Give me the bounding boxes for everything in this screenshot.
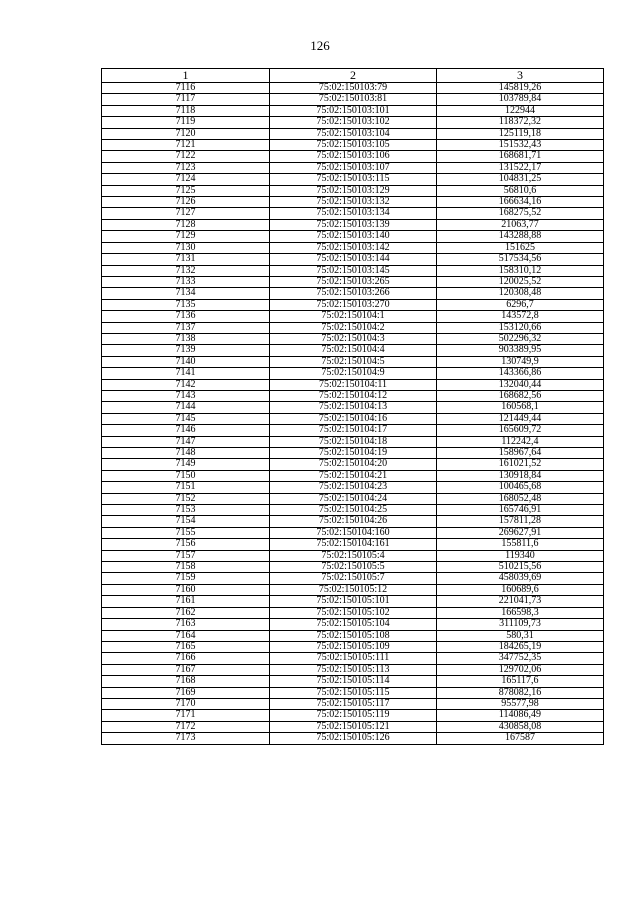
cadastral-number-cell: 75:02:150104:25 [270,505,437,516]
cadastral-number-cell: 75:02:150105:109 [270,641,437,652]
row-number-cell: 7128 [102,219,270,230]
value-cell: 221041,73 [437,596,604,607]
row-number-cell: 7167 [102,664,270,675]
cadastral-number-cell: 75:02:150104:21 [270,470,437,481]
row-number-cell: 7123 [102,162,270,173]
cadastral-number-cell: 75:02:150105:114 [270,676,437,687]
value-cell: 903389,95 [437,345,604,356]
row-number-cell: 7162 [102,607,270,618]
table-row [102,425,604,436]
row-number-cell: 7136 [102,311,270,322]
table-row [102,721,604,732]
value-cell: 165117,6 [437,676,604,687]
table-row [102,345,604,356]
table-row [102,219,604,230]
table-row [102,539,604,550]
cadastral-number-cell: 75:02:150103:144 [270,254,437,265]
cadastral-number-cell: 75:02:150103:139 [270,219,437,230]
cadastral-number-cell: 75:02:150104:4 [270,345,437,356]
value-cell: 6296,7 [437,299,604,310]
table-row [102,436,604,447]
value-cell: 311109,73 [437,619,604,630]
table-header-row [102,69,604,83]
cadastral-number-cell: 75:02:150103:145 [270,265,437,276]
table-row [102,550,604,561]
table-body [102,83,604,745]
table-row [102,493,604,504]
cadastral-number-cell: 75:02:150105:111 [270,653,437,664]
value-cell: 125119,18 [437,128,604,139]
value-cell: 151532,43 [437,140,604,151]
cadastral-number-cell: 75:02:150105:113 [270,664,437,675]
row-number-cell: 7160 [102,584,270,595]
table-row [102,516,604,527]
row-number-cell: 7134 [102,288,270,299]
cadastral-number-cell: 75:02:150104:11 [270,379,437,390]
value-cell: 118372,32 [437,117,604,128]
data-table [101,68,604,745]
row-number-cell: 7150 [102,470,270,481]
row-number-cell: 7146 [102,425,270,436]
value-cell: 510215,56 [437,562,604,573]
cadastral-number-cell: 75:02:150105:104 [270,619,437,630]
row-number-cell: 7133 [102,276,270,287]
table-row [102,94,604,105]
value-cell: 166598,3 [437,607,604,618]
value-cell: 143288,88 [437,231,604,242]
cadastral-number-cell: 75:02:150103:132 [270,197,437,208]
value-cell: 132040,44 [437,379,604,390]
column-header: 3 [437,69,604,83]
value-cell: 168275,52 [437,208,604,219]
value-cell: 878082,16 [437,687,604,698]
table-row [102,162,604,173]
cadastral-number-cell: 75:02:150103:270 [270,299,437,310]
row-number-cell: 7151 [102,482,270,493]
row-number-cell: 7173 [102,733,270,744]
value-cell: 165746,91 [437,505,604,516]
value-cell: 104831,25 [437,174,604,185]
cadastral-number-cell: 75:02:150103:107 [270,162,437,173]
row-number-cell: 7153 [102,505,270,516]
table-row [102,698,604,709]
row-number-cell: 7169 [102,687,270,698]
value-cell: 157811,28 [437,516,604,527]
row-number-cell: 7171 [102,710,270,721]
cadastral-number-cell: 75:02:150103:81 [270,94,437,105]
cadastral-number-cell: 75:02:150103:142 [270,242,437,253]
table-row [102,470,604,481]
value-cell: 56810,6 [437,185,604,196]
value-cell: 160568,1 [437,402,604,413]
row-number-cell: 7132 [102,265,270,276]
value-cell: 112242,4 [437,436,604,447]
cadastral-number-cell: 75:02:150105:117 [270,698,437,709]
table-row [102,710,604,721]
row-number-cell: 7116 [102,83,270,94]
cadastral-number-cell: 75:02:150103:265 [270,276,437,287]
value-cell: 151625 [437,242,604,253]
table-row [102,664,604,675]
value-cell: 129702,06 [437,664,604,675]
value-cell: 165609,72 [437,425,604,436]
row-number-cell: 7117 [102,94,270,105]
row-number-cell: 7120 [102,128,270,139]
cadastral-number-cell: 75:02:150104:12 [270,390,437,401]
table-row [102,174,604,185]
row-number-cell: 7137 [102,322,270,333]
table-row [102,322,604,333]
row-number-cell: 7124 [102,174,270,185]
cadastral-number-cell: 75:02:150105:121 [270,721,437,732]
row-number-cell: 7129 [102,231,270,242]
row-number-cell: 7172 [102,721,270,732]
table-row [102,197,604,208]
row-number-cell: 7141 [102,368,270,379]
value-cell: 167587 [437,733,604,744]
column-header: 1 [102,69,270,83]
row-number-cell: 7147 [102,436,270,447]
row-number-cell: 7118 [102,105,270,116]
cadastral-number-cell: 75:02:150105:4 [270,550,437,561]
table-row [102,653,604,664]
table-row [102,254,604,265]
table-row [102,596,604,607]
cadastral-number-cell: 75:02:150104:160 [270,527,437,538]
table-row [102,356,604,367]
cadastral-number-cell: 75:02:150103:115 [270,174,437,185]
table-row [102,584,604,595]
table-row [102,311,604,322]
table-row [102,607,604,618]
value-cell: 161021,52 [437,459,604,470]
table-row [102,185,604,196]
row-number-cell: 7138 [102,333,270,344]
column-header: 2 [270,69,437,83]
cadastral-number-cell: 75:02:150104:161 [270,539,437,550]
value-cell: 168052,48 [437,493,604,504]
value-cell: 166634,16 [437,197,604,208]
cadastral-number-cell: 75:02:150104:24 [270,493,437,504]
row-number-cell: 7139 [102,345,270,356]
table-row [102,299,604,310]
row-number-cell: 7140 [102,356,270,367]
row-number-cell: 7156 [102,539,270,550]
cadastral-number-cell: 75:02:150104:23 [270,482,437,493]
cadastral-number-cell: 75:02:150104:5 [270,356,437,367]
cadastral-number-cell: 75:02:150103:140 [270,231,437,242]
row-number-cell: 7168 [102,676,270,687]
value-cell: 120308,48 [437,288,604,299]
cadastral-number-cell: 75:02:150103:102 [270,117,437,128]
row-number-cell: 7158 [102,562,270,573]
table-row [102,117,604,128]
value-cell: 114086,49 [437,710,604,721]
table-row [102,105,604,116]
value-cell: 130749,9 [437,356,604,367]
row-number-cell: 7163 [102,619,270,630]
value-cell: 158967,64 [437,448,604,459]
table-row [102,333,604,344]
table-row [102,242,604,253]
cadastral-number-cell: 75:02:150105:102 [270,607,437,618]
cadastral-number-cell: 75:02:150103:79 [270,83,437,94]
value-cell: 143366,86 [437,368,604,379]
cadastral-number-cell: 75:02:150104:13 [270,402,437,413]
row-number-cell: 7164 [102,630,270,641]
row-number-cell: 7152 [102,493,270,504]
table-row [102,83,604,94]
row-number-cell: 7126 [102,197,270,208]
table-row [102,151,604,162]
table-row [102,619,604,630]
value-cell: 168681,71 [437,151,604,162]
row-number-cell: 7161 [102,596,270,607]
table-row [102,390,604,401]
table-row [102,562,604,573]
table-row [102,641,604,652]
cadastral-number-cell: 75:02:150103:101 [270,105,437,116]
cadastral-number-cell: 75:02:150103:129 [270,185,437,196]
cadastral-number-cell: 75:02:150104:19 [270,448,437,459]
table-row [102,265,604,276]
value-cell: 184265,19 [437,641,604,652]
cadastral-number-cell: 75:02:150103:105 [270,140,437,151]
table-row [102,482,604,493]
cadastral-number-cell: 75:02:150104:17 [270,425,437,436]
table-row [102,630,604,641]
cadastral-number-cell: 75:02:150105:115 [270,687,437,698]
table-row [102,276,604,287]
value-cell: 119340 [437,550,604,561]
cadastral-number-cell: 75:02:150103:134 [270,208,437,219]
value-cell: 502296,32 [437,333,604,344]
value-cell: 95577,98 [437,698,604,709]
table-row [102,687,604,698]
cadastral-number-cell: 75:02:150103:266 [270,288,437,299]
cadastral-number-cell: 75:02:150103:104 [270,128,437,139]
cadastral-number-cell: 75:02:150105:7 [270,573,437,584]
row-number-cell: 7149 [102,459,270,470]
table-row [102,573,604,584]
value-cell: 120025,52 [437,276,604,287]
row-number-cell: 7122 [102,151,270,162]
value-cell: 269627,91 [437,527,604,538]
table-row [102,527,604,538]
page-number: 126 [310,38,330,53]
row-number-cell: 7142 [102,379,270,390]
row-number-cell: 7121 [102,140,270,151]
table-row [102,459,604,470]
row-number-cell: 7166 [102,653,270,664]
value-cell: 121449,44 [437,413,604,424]
row-number-cell: 7143 [102,390,270,401]
value-cell: 517534,56 [437,254,604,265]
table-row [102,231,604,242]
row-number-cell: 7170 [102,698,270,709]
table-row [102,413,604,424]
row-number-cell: 7127 [102,208,270,219]
cadastral-number-cell: 75:02:150105:126 [270,733,437,744]
table-row [102,368,604,379]
value-cell: 160689,6 [437,584,604,595]
row-number-cell: 7159 [102,573,270,584]
value-cell: 130918,84 [437,470,604,481]
value-cell: 430858,08 [437,721,604,732]
value-cell: 122944 [437,105,604,116]
row-number-cell: 7119 [102,117,270,128]
value-cell: 21063,77 [437,219,604,230]
cadastral-number-cell: 75:02:150104:16 [270,413,437,424]
value-cell: 458039,69 [437,573,604,584]
table-row [102,448,604,459]
row-number-cell: 7131 [102,254,270,265]
row-number-cell: 7145 [102,413,270,424]
table-row [102,733,604,744]
cadastral-number-cell: 75:02:150104:2 [270,322,437,333]
cadastral-number-cell: 75:02:150105:108 [270,630,437,641]
cadastral-number-cell: 75:02:150104:20 [270,459,437,470]
cadastral-number-cell: 75:02:150105:101 [270,596,437,607]
row-number-cell: 7165 [102,641,270,652]
table-row [102,379,604,390]
cadastral-number-cell: 75:02:150104:1 [270,311,437,322]
table-row [102,505,604,516]
value-cell: 155811,6 [437,539,604,550]
table-row [102,676,604,687]
value-cell: 145819,26 [437,83,604,94]
table-row [102,140,604,151]
cadastral-number-cell: 75:02:150104:9 [270,368,437,379]
row-number-cell: 7157 [102,550,270,561]
table-row [102,128,604,139]
row-number-cell: 7144 [102,402,270,413]
cadastral-number-cell: 75:02:150105:119 [270,710,437,721]
row-number-cell: 7154 [102,516,270,527]
row-number-cell: 7125 [102,185,270,196]
row-number-cell: 7148 [102,448,270,459]
table-row [102,402,604,413]
value-cell: 103789,84 [437,94,604,105]
row-number-cell: 7135 [102,299,270,310]
value-cell: 143572,8 [437,311,604,322]
value-cell: 168682,56 [437,390,604,401]
value-cell: 158310,12 [437,265,604,276]
value-cell: 153120,66 [437,322,604,333]
cadastral-number-cell: 75:02:150103:106 [270,151,437,162]
value-cell: 100465,68 [437,482,604,493]
value-cell: 580,31 [437,630,604,641]
table-row [102,288,604,299]
value-cell: 131522,17 [437,162,604,173]
table-row [102,208,604,219]
row-number-cell: 7155 [102,527,270,538]
cadastral-number-cell: 75:02:150104:3 [270,333,437,344]
value-cell: 347752,35 [437,653,604,664]
cadastral-number-cell: 75:02:150105:5 [270,562,437,573]
row-number-cell: 7130 [102,242,270,253]
cadastral-number-cell: 75:02:150105:12 [270,584,437,595]
cadastral-number-cell: 75:02:150104:26 [270,516,437,527]
cadastral-number-cell: 75:02:150104:18 [270,436,437,447]
